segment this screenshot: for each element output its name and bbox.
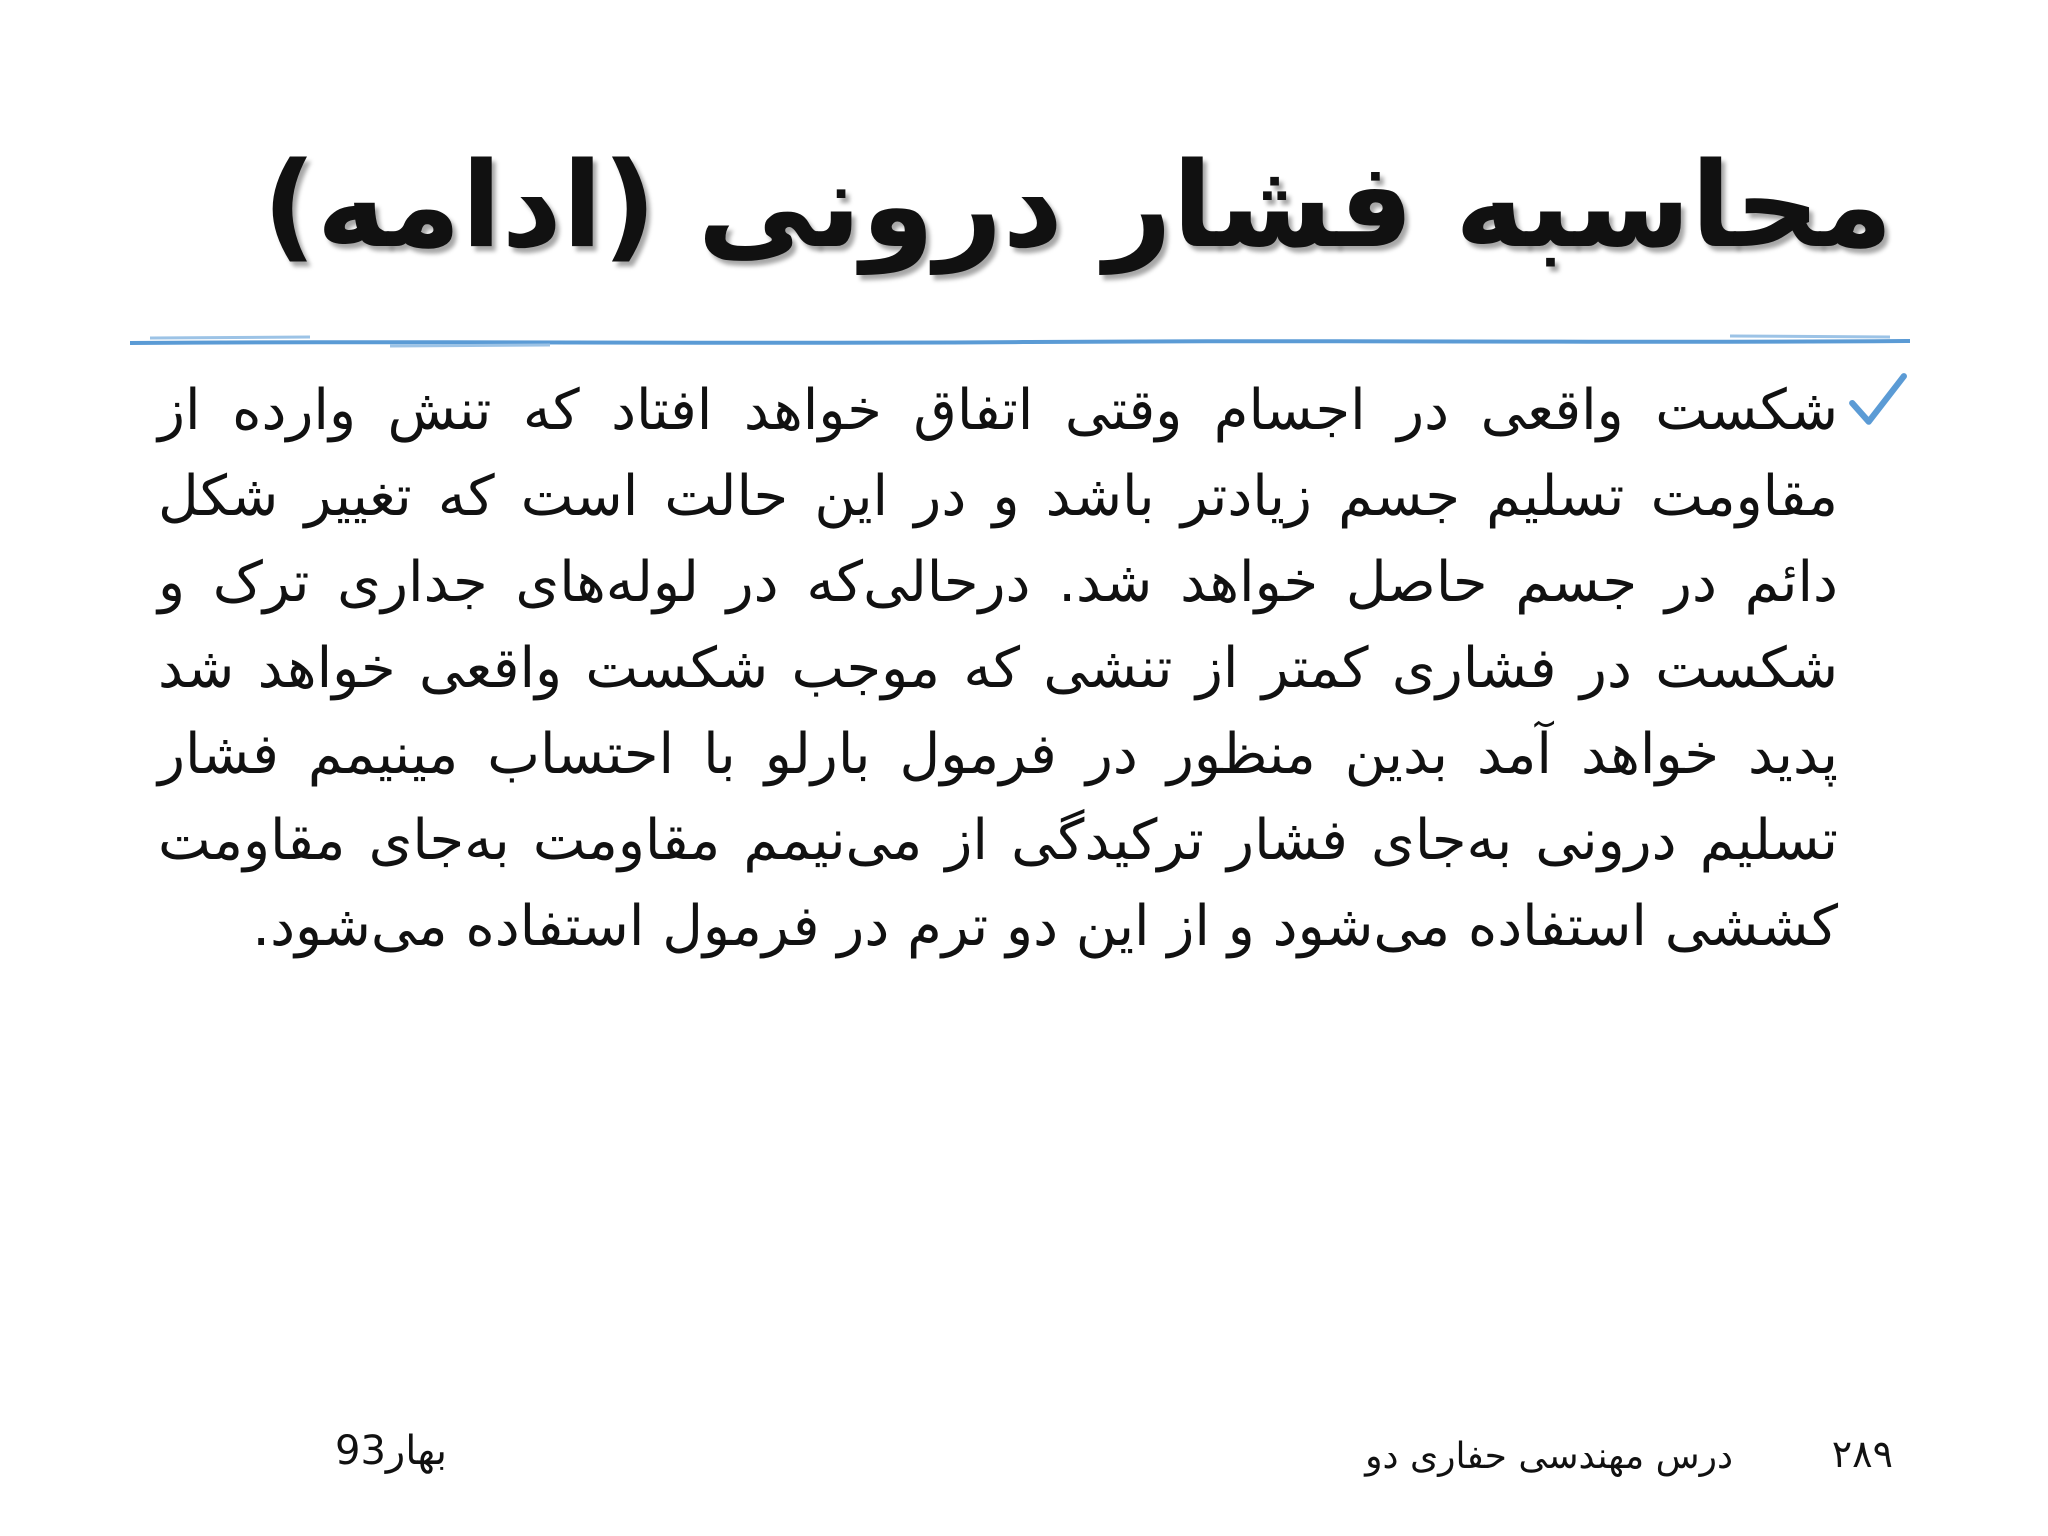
bullet-text: شکست واقعی در اجسام وقتی اتفاق خواهد افتاد که تنش وارده از مقاومت تسلیم جسم زیادتر باشد و در این حالت است که تغییر شکل دائم در جسم حاصل خواهد شد. درحالی‌که در لوله‌های جداری ترک و شکست در فشاری کمتر از تنشی که موجب شکست واقعی خواهد شد پدید خواهد آمد بدین منظور در فرمول بارلو با احتساب مینیمم فشار تسلیم درونی به‌جای فشار ترکیدگی از می‌نیمم مقاومت به‌جای مقاومت کششی استفاده می‌شود و از این دو ترم در فرمول استفاده می‌شود. xyxy=(158,378,1838,959)
checkmark-icon xyxy=(1846,370,1908,432)
slide-title: محاسبه فشار درونی (ادامه) xyxy=(262,136,1893,274)
footer-term: بهار93 xyxy=(335,1428,447,1474)
title-divider xyxy=(130,330,1910,352)
page-number: ۲۸۹ xyxy=(1831,1432,1893,1476)
footer-course-name: درس مهندسی حفاری دو xyxy=(1365,1436,1733,1477)
